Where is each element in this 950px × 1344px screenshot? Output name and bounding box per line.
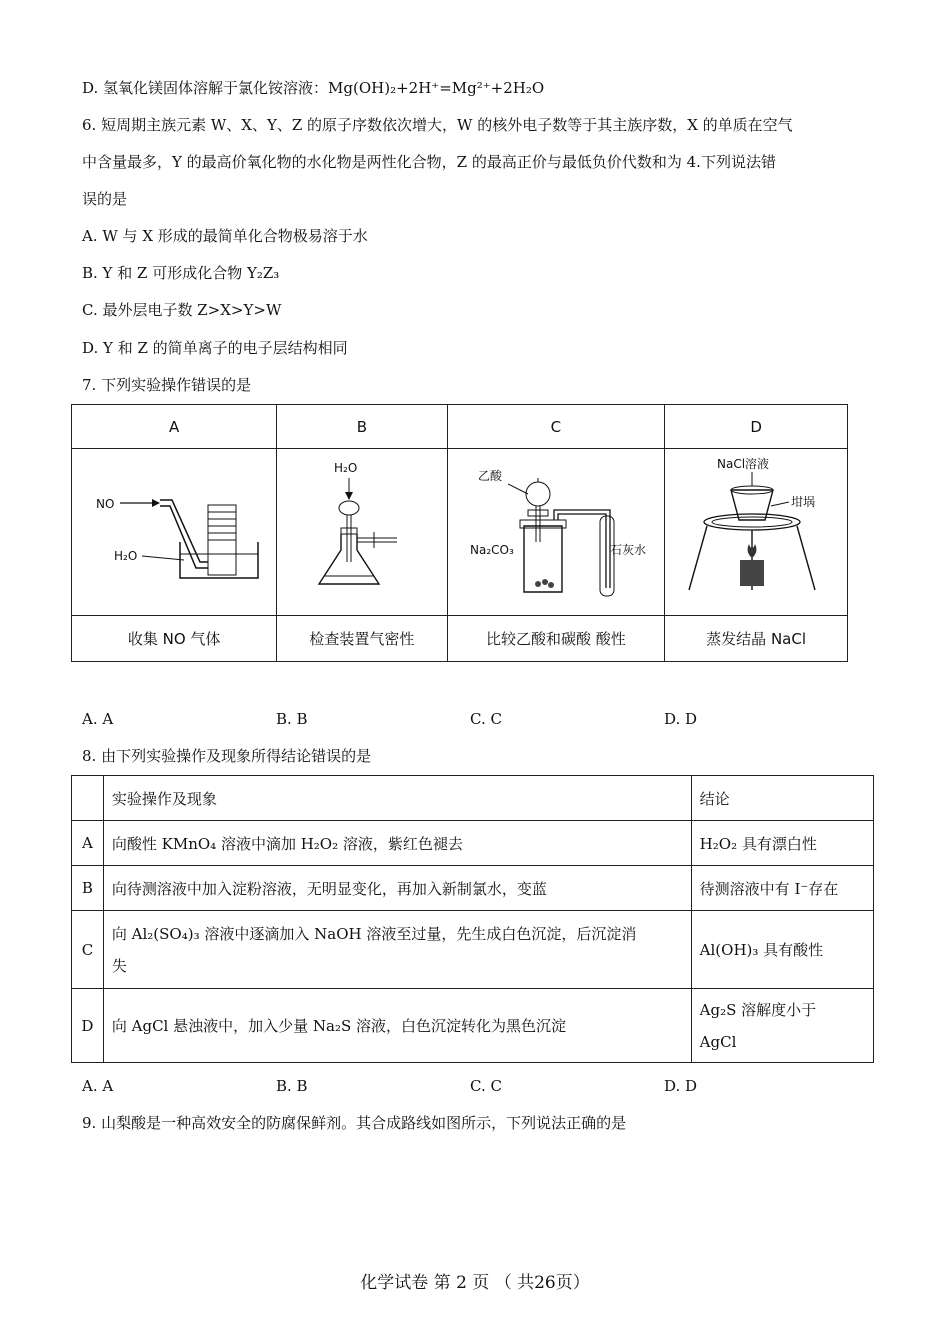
q8-row-conclusion: Al(OH)₃ 具有酸性 — [691, 911, 873, 989]
q7-caption-d: 蒸发结晶 NaCl — [665, 616, 848, 662]
q7-table — [71, 404, 848, 662]
q8-row-conclusion-line2: AgCl — [699, 1032, 737, 1051]
q8-option-d: D. D — [664, 1077, 698, 1095]
table-row — [72, 911, 874, 989]
q8-row-conclusion-line1: Ag₂S 溶解度小于 — [699, 1000, 817, 1019]
q7-caption-b: 检查装置气密性 — [277, 616, 447, 662]
svg-text:乙酸: 乙酸 — [477, 469, 502, 483]
q7-caption-a: 收集 NO 气体 — [72, 616, 277, 662]
q6-option-b: B. Y 和 Z 可形成化合物 Y₂Z₃ — [82, 264, 280, 282]
q6-option-d: D. Y 和 Z 的简单离子的电子层结构相同 — [82, 339, 348, 357]
q7-header-a: A — [72, 405, 277, 449]
q8-row-conclusion: H₂O₂ 具有漂白性 — [691, 821, 873, 866]
q6-option-a: A. W 与 X 形成的最简单化合物极易溶于水 — [82, 227, 368, 245]
q8-row-operation — [103, 911, 691, 989]
apparatus-d-diagram — [667, 450, 845, 610]
q8-option-a: A. A — [82, 1077, 114, 1095]
q8-header-operation: 实验操作及现象 — [103, 776, 691, 821]
q6-stem-line1: 6. 短周期主族元素 W、X、Y、Z 的原子序数依次增大，W 的核外电子数等于其主族序数，X 的单质在空气 — [82, 116, 793, 134]
q8-option-c: C. C — [470, 1077, 502, 1095]
q9-stem: 9. 山梨酸是一种高效安全的防腐保鲜剂。其合成路线如图所示，下列说法正确的是 — [82, 1114, 627, 1132]
svg-text:石灰水: 石灰水 — [609, 543, 646, 557]
q8-row-operation: 向待测溶液中加入淀粉溶液，无明显变化，再加入新制氯水，变蓝 — [103, 866, 691, 911]
q7-header-c: C — [447, 405, 665, 449]
q8-table — [71, 775, 874, 1063]
q7-stem: 7. 下列实验操作错误的是 — [82, 376, 252, 394]
table-row — [72, 989, 874, 1063]
q7-option-d: D. D — [664, 710, 698, 728]
q7-option-b: B. B — [276, 710, 308, 728]
q8-stem: 8. 由下列实验操作及现象所得结论错误的是 — [82, 747, 372, 765]
svg-text:坩埚: 坩埚 — [791, 495, 816, 509]
q8-row-operation-line1: 向 Al₂(SO₄)₃ 溶液中逐滴加入 NaOH 溶液至过量，先生成白色沉淀，后沉淀消 — [111, 924, 637, 943]
q7-figure-d — [665, 449, 848, 616]
svg-text:NO: NO — [96, 497, 115, 511]
q8-row-operation: 向 AgCl 悬浊液中，加入少量 Na₂S 溶液，白色沉淀转化为黑色沉淀 — [103, 989, 691, 1063]
apparatus-c-diagram — [450, 450, 662, 610]
svg-text:H₂O: H₂O — [334, 461, 358, 475]
q8-header-conclusion: 结论 — [691, 776, 873, 821]
q7-figure-a — [72, 449, 277, 616]
q7-header-d: D — [665, 405, 848, 449]
apparatus-a-diagram — [74, 450, 274, 610]
q7-caption-c: 比较乙酸和碳酸 酸性 — [447, 616, 665, 662]
q7-option-c: C. C — [470, 710, 502, 728]
q6-option-c: C. 最外层电子数 Z>X>Y>W — [82, 301, 282, 319]
q8-row-key: B — [72, 866, 104, 911]
table-row — [72, 866, 874, 911]
q8-header-blank — [72, 776, 104, 821]
q8-option-b: B. B — [276, 1077, 308, 1095]
q7-figure-c — [447, 449, 665, 616]
q8-row-operation: 向酸性 KMnO₄ 溶液中滴加 H₂O₂ 溶液，紫红色褪去 — [103, 821, 691, 866]
q8-row-conclusion — [691, 989, 873, 1063]
q7-figure-b — [277, 449, 447, 616]
q8-row-operation-line2: 失 — [111, 956, 127, 975]
q8-row-key: D — [72, 989, 104, 1063]
q8-row-conclusion: 待测溶液中有 I⁻存在 — [691, 866, 873, 911]
page-footer: 化学试卷 第 2 页 （ 共26页） — [360, 1273, 590, 1293]
q7-header-b: B — [277, 405, 447, 449]
table-row — [72, 821, 874, 866]
q8-row-key: C — [72, 911, 104, 989]
q6-stem-line3: 误的是 — [82, 190, 128, 208]
svg-text:Na₂CO₃: Na₂CO₃ — [469, 543, 514, 557]
q8-row-key: A — [72, 821, 104, 866]
svg-text:H₂O: H₂O — [114, 549, 138, 563]
q5-option-d: D. 氢氧化镁固体溶解于氯化铵溶液：Mg(OH)₂+2H⁺=Mg²⁺+2H₂O — [82, 79, 545, 97]
apparatus-b-diagram — [279, 450, 444, 610]
q7-option-a: A. A — [82, 710, 114, 728]
q6-stem-line2: 中含量最多，Y 的最高价氧化物的水化物是两性化合物，Z 的最高正价与最低负价代数和为 4.下列说法错 — [82, 153, 776, 171]
svg-text:NaCl溶液: NaCl溶液 — [717, 457, 770, 471]
